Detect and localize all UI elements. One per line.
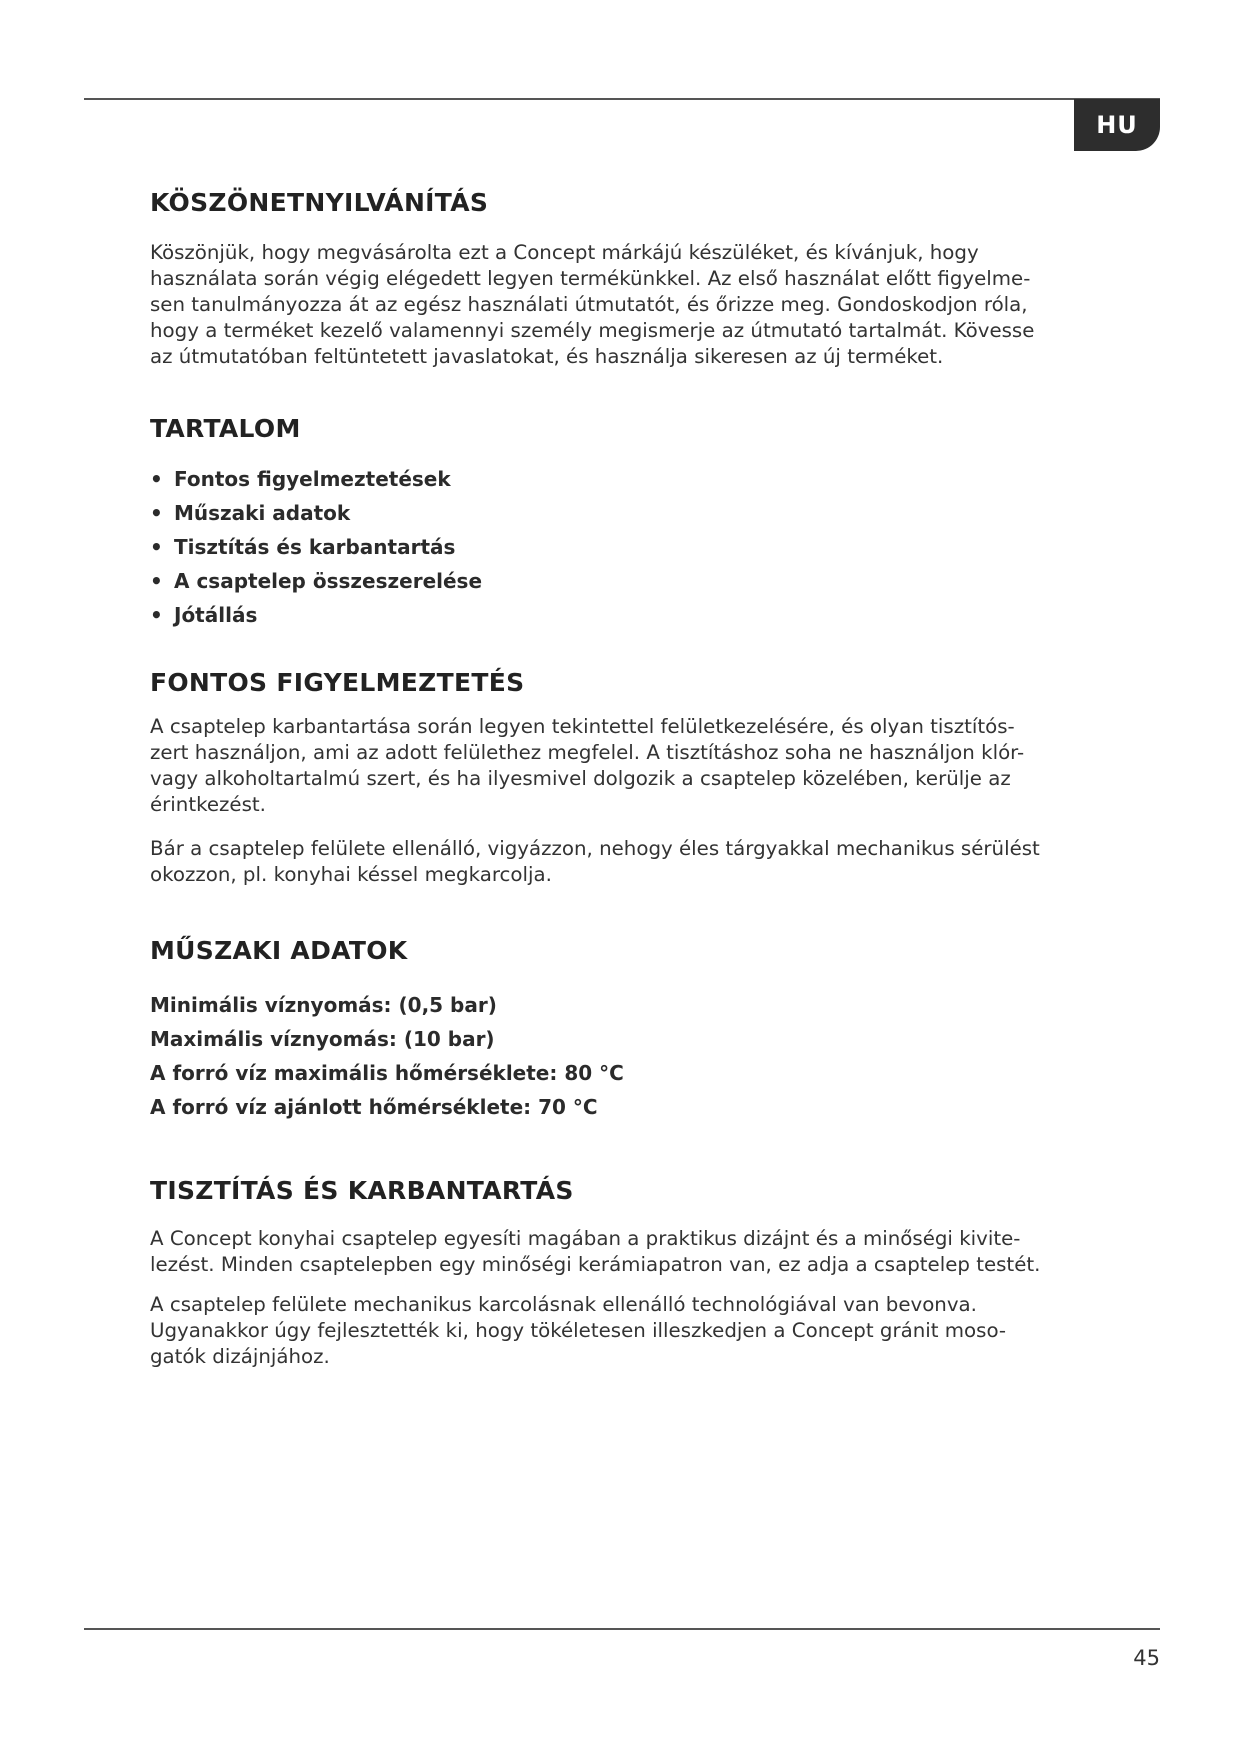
section-title: FONTOS FIGYELMEZTETÉS (150, 668, 525, 697)
text-line: használata során végig elégedett legyen termékünkkel. Az első használat előtt figyelme- (150, 267, 1031, 290)
top-rule (84, 98, 1160, 100)
text-line: Bár a csaptelep felülete ellenálló, vigyázzon, nehogy éles tárgyakkal mechanikus sérülést (150, 837, 1040, 860)
text-line: Köszönjük, hogy megvásárolta ezt a Concept márkájú készüléket, és kívánjuk, hogy (150, 241, 979, 264)
spec-item: Maximális víznyomás: (10 bar) (150, 1027, 495, 1051)
paragraph (150, 714, 1140, 818)
page-number: 45 (1133, 1646, 1160, 1670)
text-line: hogy a terméket kezelő valamennyi személy megismerje az útmutató tartalmát. Kövesse (150, 319, 1035, 342)
list-item: • Fontos figyelmeztetések (150, 462, 1140, 496)
paragraph (150, 240, 1140, 370)
paragraph (150, 836, 1140, 888)
spec-item: A forró víz maximális hőmérséklete: 80 °C (150, 1061, 624, 1085)
section-title: TISZTÍTÁS ÉS KARBANTARTÁS (150, 1176, 574, 1205)
section-cleaning (150, 1174, 1140, 1370)
list-item: • Tisztítás és karbantartás (150, 530, 1140, 564)
text-line: az útmutatóban feltüntetett javaslatokat, és használja sikeresen az új terméket. (150, 345, 944, 368)
text-line: lezést. Minden csaptelepben egy minőségi kerámiapatron van, ez adja a csaptelep testét. (150, 1253, 1041, 1276)
text-line: gatók dizájnjához. (150, 1345, 330, 1368)
paragraph (150, 1226, 1140, 1278)
bottom-rule (84, 1628, 1160, 1630)
section-specs (150, 934, 1140, 1124)
text-line: vagy alkoholtartalmú szert, és ha ilyesmivel dolgozik a csaptelep közelében, kerülje az (150, 767, 1011, 790)
section-thanks (150, 186, 1140, 370)
text-line: sen tanulmányozza át az egész használati útmutatót, és őrizze meg. Gondoskodjon róla, (150, 293, 1028, 316)
text-line: okozzon, pl. konyhai késsel megkarcolja. (150, 863, 552, 886)
text-line: Ugyanakkor úgy fejlesztették ki, hogy tökéletesen illeszkedjen a Concept gránit moso- (150, 1319, 1007, 1342)
section-title: TARTALOM (150, 414, 301, 443)
spec-item: Minimális víznyomás: (0,5 bar) (150, 993, 497, 1017)
section-contents (150, 412, 1140, 632)
text-line: érintkezést. (150, 793, 266, 816)
text-line: zert használjon, ami az adott felülethez megfelel. A tisztításhoz soha ne használjon klór- (150, 741, 1025, 764)
section-title: KÖSZÖNETNYILVÁNÍTÁS (150, 188, 489, 217)
contents-list (150, 462, 1140, 632)
list-item: • Jótállás (150, 598, 1140, 632)
text-line: A Concept konyhai csaptelep egyesíti magában a praktikus dizájnt és a minőségi kivite- (150, 1227, 1021, 1250)
spec-item: A forró víz ajánlott hőmérséklete: 70 °C (150, 1095, 598, 1119)
language-tab: HU (1074, 99, 1160, 151)
text-line: A csaptelep felülete mechanikus karcolásnak ellenálló technológiával van bevonva. (150, 1293, 977, 1316)
section-title: MŰSZAKI ADATOK (150, 936, 408, 965)
text-line: A csaptelep karbantartása során legyen tekintettel felületkezelésére, és olyan tisztítós- (150, 715, 1015, 738)
page-content (150, 186, 1140, 1370)
list-item: • Műszaki adatok (150, 496, 1140, 530)
paragraph (150, 1292, 1140, 1370)
list-item: • A csaptelep összeszerelése (150, 564, 1140, 598)
section-warning (150, 666, 1140, 888)
